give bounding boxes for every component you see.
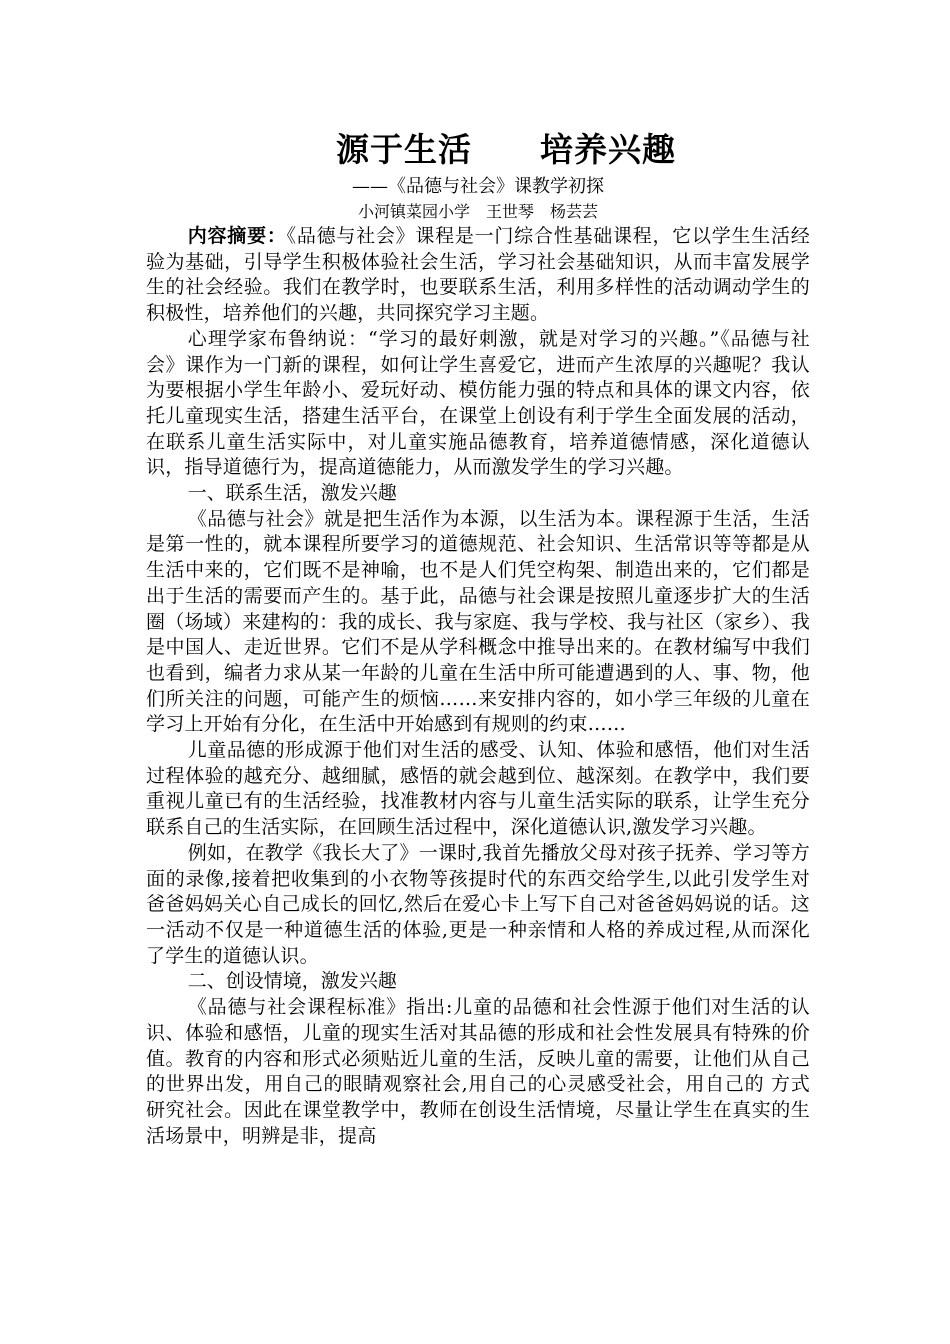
document-subtitle: ——《品德与社会》课教学初探	[352, 176, 604, 197]
abstract-paragraph	[146, 224, 810, 327]
section-heading-2: 二、创设情境，激发兴趣	[187, 970, 397, 993]
document-authors: 小河镇菜园小学 王世琴 杨芸芸	[357, 202, 598, 221]
body-paragraph-4: 《品德与社会课程标准》指出:儿童的品德和社会性源于他们对生活的认识、体验和感悟，儿童的现实生活对其品德的形成和社会性发展具有特殊的价值。教育的内容和形式必须贴近儿童的生活，反映儿童的需要，让他们从自己的世界出发，用自己的眼睛观察社会,用自己的心灵感受社会，用自己的 方式研究社会。因此在课堂教学中，教师在创设生活情境，尽量让学生在真实的生活场景中，明辨是非，提高	[146, 996, 810, 1147]
section-heading-1: 一、联系生活，激发兴趣	[187, 482, 397, 505]
body-paragraph-1: 《品德与社会》就是把生活作为本源，以生活为本。课程源于生活，生活是第一性的，就本课程所要学习的道德规范、社会知识、生活常识等等都是从生活中来的，它们既不是神喻，也不是人们凭空构架、制造出来的，它们都是出于生活的需要而产生的。基于此，品德与社会课是按照儿童逐步扩大的生活圈（场域）来建构的：我的成长、我与家庭、我与学校、我与社区（家乡）、我是中国人、走近世界。它们不是从学科概念中推导出来的。在教材编写中我们也看到，编者力求从某一年龄的儿童在生活中所可能遭遇到的人、事、物，他们所关注的问题，可能产生的烦恼……来安排内容的，如小学三年级的儿童在学习上开始有分化，在生活中开始感到有规则的约束……	[146, 507, 810, 736]
document-page	[146, 128, 810, 1149]
body-paragraph-2: 儿童品德的形成源于他们对生活的感受、认知、体验和感悟，他们对生活过程体验的越充分、越细腻，感悟的就会越到位、越深刻。在教学中，我们要重视儿童已有的生活经验，找准教材内容与儿童生活实际的联系，让学生充分联系自己的生活实际，在回顾生活过程中，深化道德认识,激发学习兴趣。	[146, 739, 810, 839]
abstract-text: 《品德与社会》课程是一门综合性基础课程，它以学生生活经验为基础，引导学生积极体验社会生活，学习社会基础知识，从而丰富发展学生的社会经验。我们在教学时，也要联系生活，利用多样性的活动调动学生的积极性，培养他们的兴趣，共同探究学习主题。	[146, 225, 810, 325]
abstract-label: 内容摘要：	[187, 225, 287, 247]
intro-paragraph: 心理学家布鲁纳说：“学习的最好刺激，就是对学习的兴趣。”《品德与社会》课作为一门新的课程，如何让学生喜爱它，进而产生浓厚的兴趣呢？我认为要根据小学生年龄小、爱玩好动、模仿能力强的特点和具体的课文内容，依托儿童现实生活，搭建生活平台，在课堂上创设有利于学生全面发展的活动，在联系儿童生活实际中，对儿童实施品德教育，培养道德情感，深化道德认识，指导道德行为，提高道德能力，从而激发学生的学习兴趣。	[146, 327, 810, 479]
body-paragraph-3: 例如，在教学《我长大了》一课时,我首先播放父母对孩子抚养、学习等方面的录像,接着把收集到的小衣物等孩提时代的东西交给学生,以此引发学生对爸爸妈妈关心自己成长的回忆,然后在爱心卡上写下自己对爸爸妈妈说的话。这一活动不仅是一种道德生活的体验,更是一种亲情和人格的养成过程,从而深化了学生的道德认识。	[146, 841, 810, 967]
document-title: 源于生活 培养兴趣	[336, 130, 676, 169]
